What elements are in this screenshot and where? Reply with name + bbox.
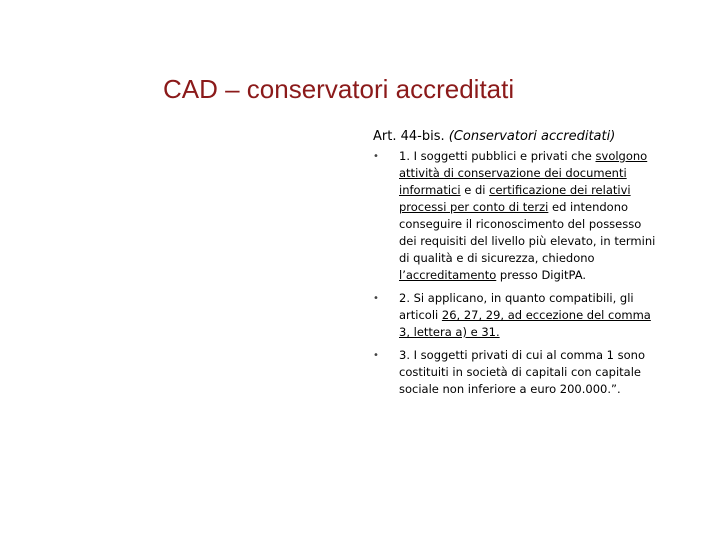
bullet-icon: • (373, 151, 379, 162)
bullet-1-underlined-3: l’accreditamento (399, 268, 497, 282)
bullet-1-text-3: ed intendono conseguire il riconoscimento del possesso dei requisiti del livello più elevato, in termini di qualità e di sicurezza, chiedono (399, 200, 656, 265)
bullet-1-text-4: presso DigitPA. (496, 268, 587, 282)
slide-title: CAD – conservatori accreditati (163, 74, 515, 104)
bullet-1-text-1: 1. I soggetti pubblici e privati che (399, 149, 596, 163)
bullet-list (373, 148, 673, 398)
list-item (373, 148, 661, 284)
list-item (373, 290, 661, 341)
bullet-2-text-1: 2. Si applicano, in quanto compatibili, gli articoli (399, 291, 634, 322)
article-subtitle: (Conservatori accreditati) (448, 129, 616, 144)
bullet-1-text-2: e di (460, 183, 490, 197)
bullet-3-text-1: 3. I soggetti privati di cui al comma 1 sono costituiti in società di capitali con capitale sociale non inferiore a euro 200.000.”. (399, 348, 645, 396)
bullet-2-underlined-1: 26, 27, 29, ad eccezione del comma 3, lettera a) e 31. (399, 308, 651, 339)
content-body (373, 128, 673, 404)
bullet-1-underlined-1: svolgono attività di conservazione dei documenti informatici (399, 149, 648, 197)
article-label: Art. 44-bis. (373, 129, 449, 144)
bullet-icon: • (373, 293, 379, 304)
article-heading (373, 128, 673, 146)
bullet-icon: • (373, 350, 379, 361)
bullet-1-underlined-2: certificazione dei relativi processi per conto di terzi (399, 183, 631, 214)
list-item (373, 347, 661, 398)
